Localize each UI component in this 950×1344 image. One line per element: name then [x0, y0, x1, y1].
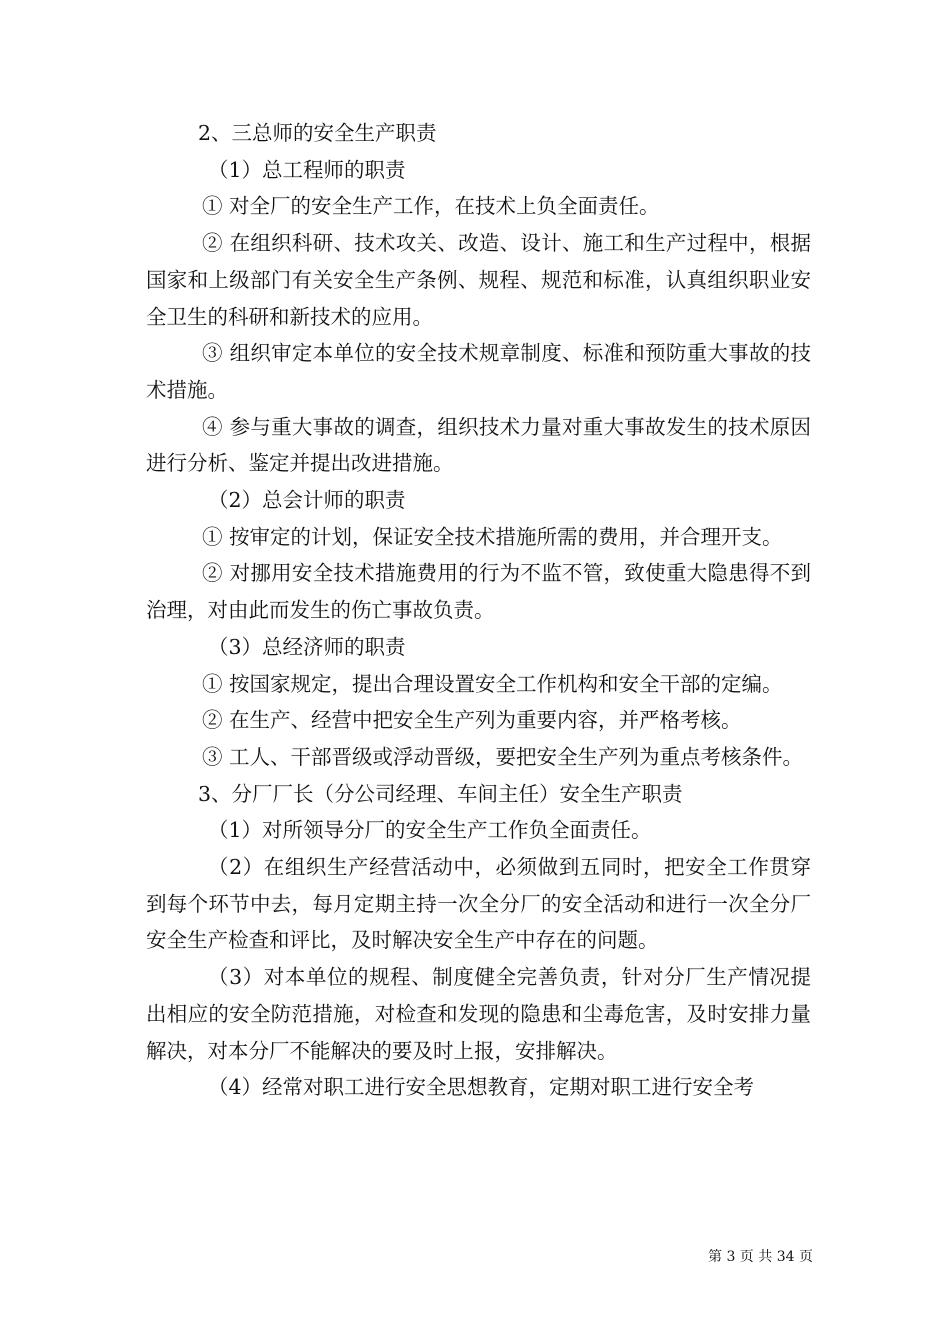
section-heading-2: 2、三总师的安全生产职责 [198, 121, 437, 145]
subheading-chief-engineer: （1）总工程师的职责 [208, 157, 406, 182]
subheading-chief-accountant: （2）总会计师的职责 [208, 488, 406, 513]
document-body [146, 115, 811, 1106]
paragraph: （4）经常对职工进行安全思想教育，定期对职工进行安全考 [208, 1075, 755, 1100]
paragraph: （2）在组织生产经营活动中，必须做到五同时，把安全工作贯穿到每个环节中去，每月定期主持一次全分厂的安全活动和进行一次全分厂安全生产检查和评比，及时解决安全生产中存在的问题。 [146, 855, 811, 953]
paragraph: （3）对本单位的规程、制度健全完善负责，针对分厂生产情况提出相应的安全防范措施，对检查和发现的隐患和尘毒危害，及时安排力量解决，对本分厂不能解决的要及时上报，安排解决。 [146, 965, 811, 1063]
paragraph: ② 在组织科研、技术攻关、改造、设计、施工和生产过程中，根据国家和上级部门有关安全生产条例、规程、规范和标准，认真组织职业安全卫生的科研和新技术的应用。 [146, 231, 811, 329]
paragraph: ① 按审定的计划，保证安全技术措施所需的费用，并合理开支。 [202, 524, 783, 549]
paragraph: ③ 工人、干部晋级或浮动晋级，要把安全生产列为重点考核条件。 [202, 744, 804, 769]
paragraph: ② 在生产、经营中把安全生产列为重要内容，并严格考核。 [202, 708, 742, 733]
page-number-footer: 第 3 页 共 34 页 [708, 1249, 813, 1265]
paragraph: （1）对所领导分厂的安全生产工作负全面责任。 [208, 818, 652, 843]
section-heading-3: 3、分厂厂长（分公司经理、车间主任）安全生产职责 [198, 781, 683, 806]
paragraph: ② 对挪用安全技术措施费用的行为不监不管，致使重大隐患得不到治理，对由此而发生的伤亡事故负责。 [146, 561, 811, 623]
paragraph: ① 按国家规定，提出合理设置安全工作机构和安全干部的定编。 [202, 671, 783, 696]
subheading-chief-economist: （3）总经济师的职责 [208, 634, 406, 659]
paragraph: ④ 参与重大事故的调查，组织技术力量对重大事故发生的技术原因进行分析、鉴定并提出改进措施。 [146, 414, 811, 476]
paragraph: ① 对全厂的安全生产工作，在技术上负全面责任。 [202, 194, 660, 219]
paragraph: ③ 组织审定本单位的安全技术规章制度、标准和预防重大事故的技术措施。 [146, 341, 811, 402]
